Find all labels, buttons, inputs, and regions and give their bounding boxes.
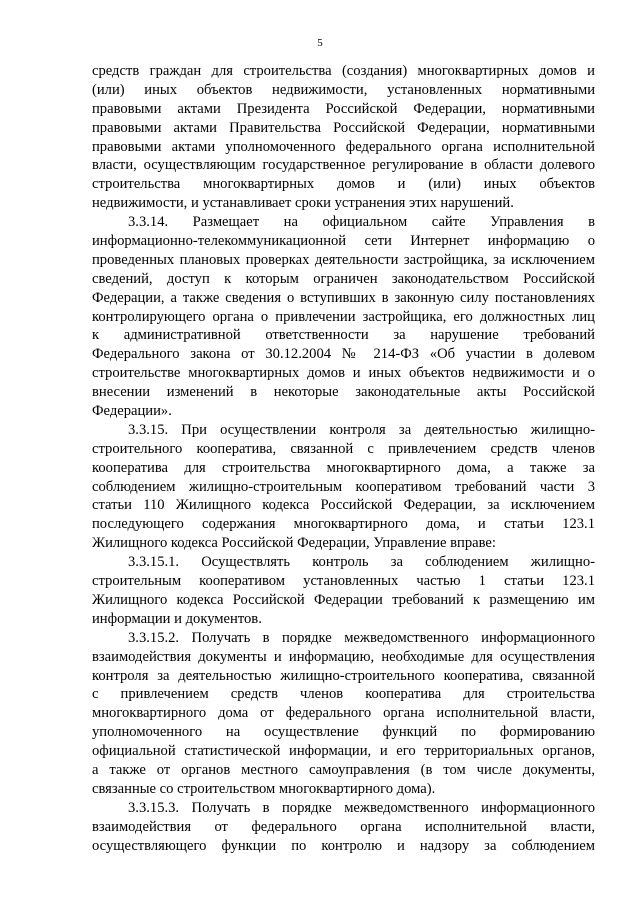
text-line: Федерации, а также сведения о вступивших в законную силу постановлениях xyxy=(92,289,595,306)
text-line: кооператива для строительства многоквартирного дома, а также за xyxy=(92,459,595,476)
text-line: Жилищного кодекса Российской Федерации требований к размещению им xyxy=(92,591,595,608)
text-line: с привлечением средств членов кооператива для строительства xyxy=(92,686,595,703)
text-line: уполномоченного на осуществление функций по формированию xyxy=(92,724,595,741)
text-line: контролирующего органа о привлечении застройщика, его должностных лиц xyxy=(92,308,595,325)
text-line: информационно-телекоммуникационной сети Интернет информацию о xyxy=(92,233,595,250)
text-line: недвижимости, и устанавливает сроки устранения этих нарушений. xyxy=(92,195,514,212)
page-number: 5 xyxy=(317,37,323,49)
text-line: строительства многоквартирных домов и (или) иных объектов xyxy=(92,176,595,193)
text-line: информации и документов. xyxy=(92,610,262,627)
paragraph-first-line: 3.3.15.3. Получать в порядке межведомственного информационного xyxy=(128,799,595,816)
text-line: к административной ответственности за нарушение требований xyxy=(92,327,595,344)
text-line: взаимодействия документы и информацию, необходимые для осуществления xyxy=(92,648,595,665)
text-line: власти, осуществляющим государственное регулирование в области долевого xyxy=(92,157,595,174)
text-line: взаимодействия от федерального органа исполнительной власти, xyxy=(92,818,595,835)
text-line: внесении изменений в некоторые законодательные акты Российской xyxy=(92,384,595,401)
text-line: а также от органов местного самоуправления (в том числе документы, xyxy=(92,761,595,778)
text-line: статьи 110 Жилищного кодекса Российской Федерации, за исключением xyxy=(92,497,595,514)
text-line: Жилищного кодекса Российской Федерации, Управление вправе: xyxy=(92,535,496,552)
text-line: строительным кооперативом установленных частью 1 статьи 123.1 xyxy=(92,573,595,590)
text-line: осуществляющего функции по контролю и надзору за соблюдением xyxy=(92,837,595,854)
paragraph-first-line: 3.3.15.1. Осуществлять контроль за соблюдением жилищно- xyxy=(128,554,595,571)
text-line: Федерального закона от 30.12.2004 № 214-ФЗ «Об участии в долевом xyxy=(92,346,595,363)
text-line: правовыми актами Правительства Российской Федерации, нормативными xyxy=(92,119,595,136)
paragraph-first-line: 3.3.15.2. Получать в порядке межведомственного информационного xyxy=(128,629,595,646)
text-line: строительного кооператива, связанной с привлечением средств членов xyxy=(92,440,595,457)
text-line: правовыми актами уполномоченного федерального органа исполнительной xyxy=(92,138,595,155)
text-line: официальной статистической информации, и его территориальных органов, xyxy=(92,743,595,760)
text-line: правовыми актами Президента Российской Федерации, нормативными xyxy=(92,100,595,117)
text-line: последующего содержания многоквартирного дома, и статьи 123.1 xyxy=(92,516,595,533)
text-line: многоквартирного дома от федерального органа исполнительной власти, xyxy=(92,705,595,722)
text-line: строительстве многоквартирных домов и иных объектов недвижимости и о xyxy=(92,365,595,382)
text-line: соблюдением жилищно-строительным кооперативом требований части 3 xyxy=(92,478,595,495)
text-line: связанные со строительством многоквартирного дома). xyxy=(92,780,436,797)
document-body xyxy=(92,62,595,855)
text-line: сведений, доступ к которым ограничен законодательством Российской xyxy=(92,270,595,287)
text-line: Федерации». xyxy=(92,403,172,420)
paragraph-first-line: 3.3.15. При осуществлении контроля за деятельностью жилищно- xyxy=(128,421,595,438)
text-line: контроля за деятельностью жилищно-строительного кооператива, связанной xyxy=(92,667,595,684)
text-line: проведенных плановых проверках деятельности застройщика, за исключением xyxy=(92,251,595,268)
paragraph-first-line: 3.3.14. Размещает на официальном сайте Управления в xyxy=(128,214,595,231)
text-line: средств граждан для строительства (создания) многоквартирных домов и xyxy=(92,63,595,79)
text-line: (или) иных объектов недвижимости, установленных нормативными xyxy=(92,81,595,98)
